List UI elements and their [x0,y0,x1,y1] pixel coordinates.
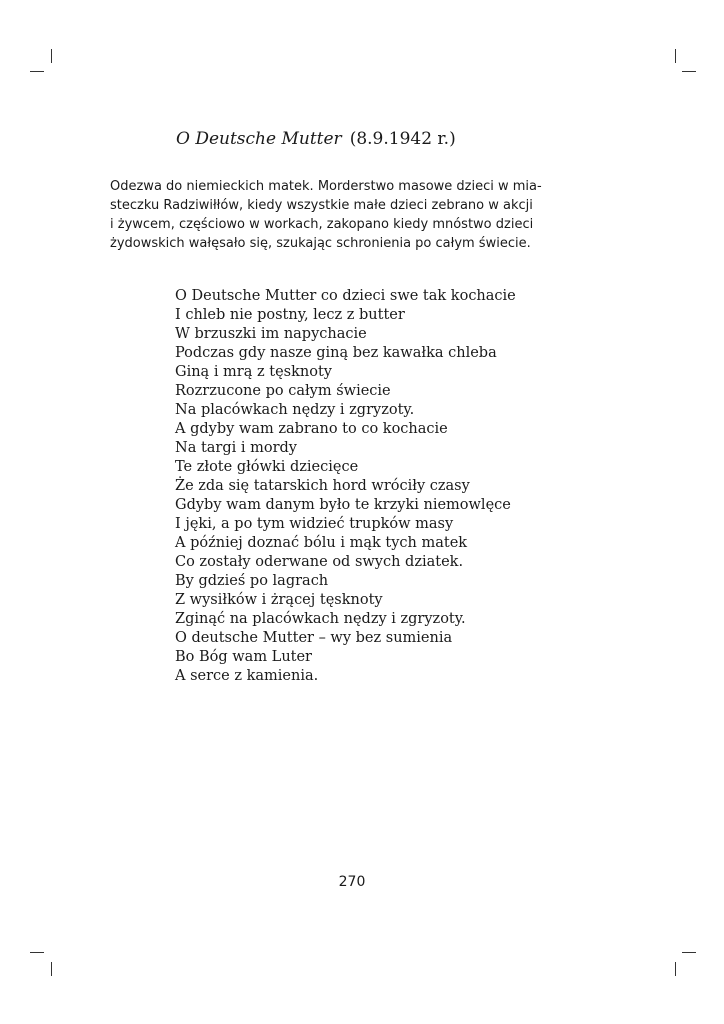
crop-mark-bottom-right-vertical [675,962,676,976]
poem-title: O Deutsche Mutter [176,129,342,149]
intro-line: Odezwa do niemieckich matek. Morderstwo masowe dzieci w mia- [110,179,542,194]
poem-date: (8.9.1942 r.) [349,129,456,149]
poem-body [175,287,516,686]
poem-verse: I chleb nie postny, lecz z butter [175,307,405,323]
intro-line: steczku Radziwiłłów, kiedy wszystkie małe dzieci zebrano w akcji [110,198,533,213]
poem-verse: Giną i mrą z tęsknoty [175,364,332,380]
crop-mark-top-left-horizontal [30,71,44,72]
poem-verse: Bo Bóg wam Luter [175,649,312,665]
poem-verse: Na placówkach nędzy i zgryzoty. [175,402,415,418]
crop-mark-top-right-vertical [675,49,676,63]
crop-mark-top-left-vertical [51,49,52,63]
poem-verse: Zginąć na placówkach nędzy i zgryzoty. [175,611,466,627]
poem-verse: Gdyby wam danym było te krzyki niemowlęce [175,497,511,513]
crop-mark-bottom-left-horizontal [30,952,44,953]
poem-verse: Że zda się tatarskich hord wróciły czasy [175,478,470,494]
intro-line: żydowskich wałęsało się, szukając schronienia po całym świecie. [110,236,531,251]
crop-mark-top-right-horizontal [682,71,696,72]
page-number: 270 [338,874,366,890]
poem-verse: By gdzieś po lagrach [175,573,329,589]
poem-verse: A serce z kamienia. [175,668,319,684]
poem-verse: Te złote główki dziecięce [175,459,359,475]
poem-verse: W brzuszki im napychacie [175,326,367,342]
poem-verse: Podczas gdy nasze giną bez kawałka chleba [175,345,497,361]
poem-verse: I jęki, a po tym widzieć trupków masy [175,516,454,532]
intro-paragraph [110,177,540,253]
poem-verse: O deutsche Mutter – wy bez sumienia [175,630,453,646]
poem-verse: Na targi i mordy [175,440,298,456]
intro-line: i żywcem, częściowo w workach, zakopano kiedy mnóstwo dzieci [110,217,534,232]
poem-verse: Co zostały oderwane od swych dziatek. [175,554,464,570]
poem-verse: Z wysiłków i żrącej tęsknoty [175,592,383,608]
poem-heading [176,128,456,150]
poem-verse: A później doznać bólu i mąk tych matek [175,535,468,551]
crop-mark-bottom-right-horizontal [682,952,696,953]
crop-mark-bottom-left-vertical [51,962,52,976]
poem-verse: O Deutsche Mutter co dzieci swe tak kochacie [175,288,516,304]
poem-verse: Rozrzucone po całym świecie [175,383,391,399]
poem-verse: A gdyby wam zabrano to co kochacie [175,421,448,437]
